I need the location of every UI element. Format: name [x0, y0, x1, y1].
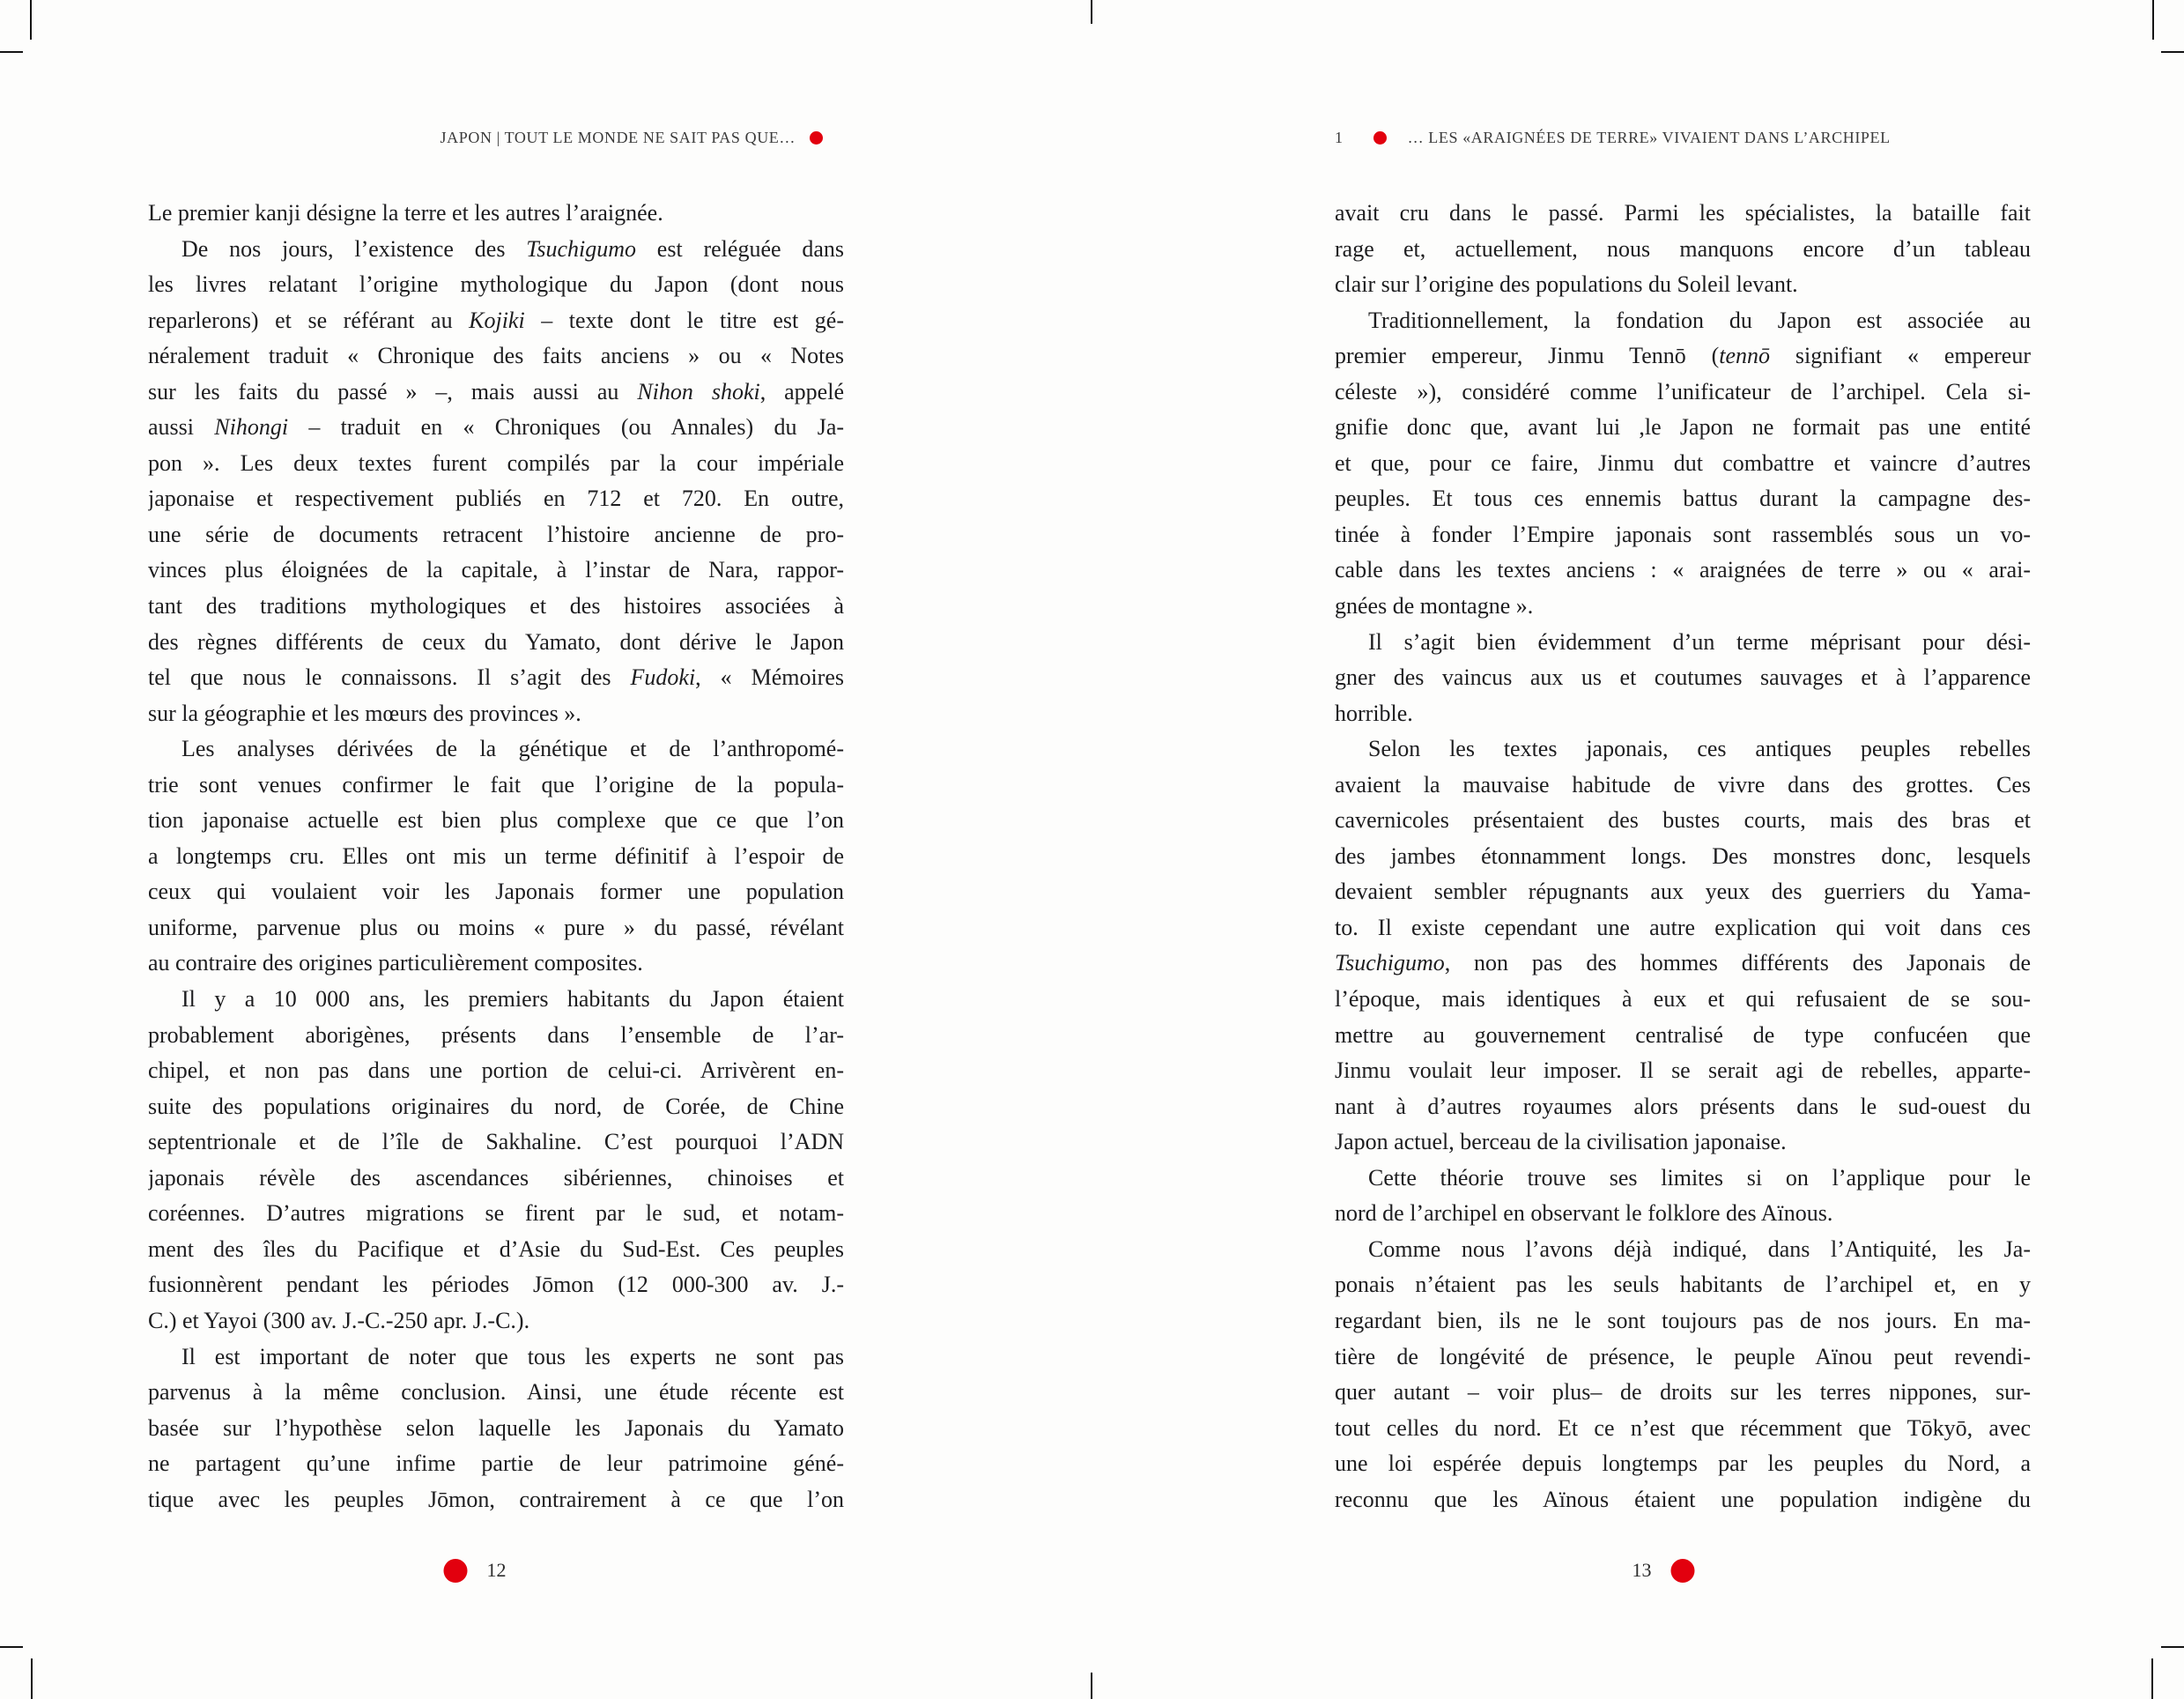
text-line: des jambes étonnamment longs. Des monstres donc, lesquels — [1335, 842, 2031, 869]
text-line: a longtemps cru. Elles ont mis un terme définitif à l’espoir de — [148, 842, 844, 869]
right-text-column — [1335, 196, 2031, 1517]
text-line: céleste »), considéré comme l’unificateur de l’archipel. Cela si- — [1335, 378, 2031, 404]
text-line: tique avec les peuples Jōmon, contrairement à ce que l’on — [148, 1486, 844, 1512]
text-line: tout celles du nord. Et ce n’est que récemment que Tōkyō, avec — [1335, 1414, 2031, 1441]
text-line: Il s’agit bien évidemment d’un terme méprisant pour dési- — [1368, 628, 2031, 655]
crop-mark-top-left-horizontal — [0, 51, 23, 53]
left-running-head-text: JAPON | TOUT LE MONDE NE SAIT PAS QUE… — [440, 128, 796, 146]
red-dot-icon — [1373, 131, 1387, 145]
text-line: sur la géographie et les mœurs des provinces ». — [148, 700, 581, 726]
right-page-number: 13 — [1632, 1559, 1652, 1581]
left-text-column — [148, 196, 844, 1517]
text-line: Cette théorie trouve ses limites si on l’applique pour le — [1368, 1164, 2031, 1191]
crop-mark-bottom-left-vertical — [31, 1658, 33, 1699]
text-line: Traditionnellement, la fondation du Japon est associée au — [1368, 307, 2031, 333]
text-line: tion japonaise actuelle est bien plus complexe que ce que l’on — [148, 807, 844, 834]
text-line: tière de longévité de présence, le peuple Aïnou peut revendi- — [1335, 1343, 2031, 1369]
text-line: Il est important de noter que tous les experts ne sont pas — [181, 1343, 844, 1369]
text-line: avait cru dans le passé. Parmi les spécialistes, la bataille fait — [1335, 200, 2031, 226]
text-line: Japon actuel, berceau de la civilisation japonaise. — [1335, 1129, 1787, 1155]
left-page-footer — [444, 1558, 507, 1583]
text-line: sur les faits du passé » –, mais aussi au Nihon shoki, appelé — [148, 378, 844, 404]
text-line: fusionnèrent pendant les périodes Jōmon (12 000-300 av. J.- — [148, 1272, 844, 1298]
text-line: reparlerons) et se référant au Kojiki – texte dont le titre est gé- — [148, 307, 844, 333]
crop-mark-bottom-right-vertical — [2151, 1658, 2153, 1699]
text-line: tel que nous le connaissons. Il s’agit des Fudoki, « Mémoires — [148, 664, 844, 691]
text-line: les livres relatant l’origine mythologique du Japon (dont nous — [148, 271, 844, 298]
left-running-head — [148, 127, 844, 148]
text-line: des règnes différents de ceux du Yamato, dont dérive le Japon — [148, 628, 844, 655]
red-dot-icon — [1671, 1559, 1695, 1583]
text-line: japonaise et respectivement publiés en 712 et 720. En outre, — [148, 486, 844, 512]
right-running-head-text: … LES «ARAIGNÉES DE TERRE» VIVAIENT DANS L’ARCHIPEL — [1407, 128, 1891, 146]
text-line: tant des traditions mythologiques et des histoires associées à — [148, 593, 844, 620]
text-line: ceux qui voulaient voir les Japonais former une population — [148, 879, 844, 905]
text-line: basée sur l’hypothèse selon laquelle les Japonais du Yamato — [148, 1414, 844, 1441]
text-line: parvenus à la même conclusion. Ainsi, une étude récente est — [148, 1379, 844, 1406]
text-line: rage et, actuellement, nous manquons encore d’un tableau — [1335, 235, 2031, 262]
crop-mark-top-left-vertical — [30, 0, 32, 40]
text-line: peuples. Et tous ces ennemis battus durant la campagne des- — [1335, 486, 2031, 512]
text-line: uniforme, parvenue plus ou moins « pure » du passé, révélant — [148, 914, 844, 940]
crop-mark-top-center-vertical — [1091, 0, 1092, 24]
text-line: cable dans les textes anciens : « araignées de terre » ou « arai- — [1335, 557, 2031, 583]
text-line: aussi Nihongi – traduit en « Chroniques (ou Annales) du Ja- — [148, 414, 844, 441]
text-line: ne partagent qu’une infime partie de leur patrimoine géné- — [148, 1450, 844, 1477]
text-line: suite des populations originaires du nord, de Corée, de Chine — [148, 1093, 844, 1119]
text-line: ment des îles du Pacifique et d’Asie du Sud-Est. Ces peuples — [148, 1235, 844, 1262]
text-line: avaient la mauvaise habitude de vivre dans des grottes. Ces — [1335, 771, 2031, 798]
crop-mark-bottom-left-horizontal — [0, 1646, 23, 1648]
text-line: l’époque, mais identiques à eux et qui refusaient de se sou- — [1335, 986, 2031, 1013]
text-line: ponais n’étaient pas les seuls habitants de l’archipel et, en y — [1335, 1272, 2031, 1298]
crop-mark-top-right-horizontal — [2161, 51, 2184, 53]
crop-mark-top-right-vertical — [2152, 0, 2154, 40]
text-line: coréennes. D’autres migrations se firent par le sud, et notam- — [148, 1200, 844, 1227]
text-line: C.) et Yayoi (300 av. J.-C.-250 apr. J.-C.). — [148, 1307, 530, 1333]
text-line: japonais révèle des ascendances sibériennes, chinoises et — [148, 1164, 844, 1191]
left-page-number: 12 — [486, 1559, 507, 1581]
text-line: et que, pour ce faire, Jinmu dut combattre et vaincre d’autres — [1335, 449, 2031, 476]
text-line: gner des vaincus aux us et coutumes sauvages et à l’apparence — [1335, 664, 2031, 691]
text-line: mettre au gouvernement centralisé de type confucéen que — [1335, 1021, 2031, 1048]
right-page-footer — [1632, 1558, 1695, 1583]
text-line: clair sur l’origine des populations du Soleil levant. — [1335, 271, 1798, 298]
text-line: une série de documents retracent l’histoire ancienne de pro- — [148, 521, 844, 547]
text-line: cavernicoles présentaient des bustes courts, mais des bras et — [1335, 807, 2031, 834]
text-line: quer autant – voir plus– de droits sur les terres nippones, sur- — [1335, 1379, 2031, 1406]
text-line: une loi espérée depuis longtemps par les peuples du Nord, a — [1335, 1450, 2031, 1477]
text-line: Le premier kanji désigne la terre et les autres l’araignée. — [148, 200, 663, 226]
text-line: tinée à fonder l’Empire japonais sont rassemblés sous un vo- — [1335, 521, 2031, 547]
text-line: au contraire des origines particulièrement composites. — [148, 950, 643, 976]
text-line: premier empereur, Jinmu Tennō (tennō signifiant « empereur — [1335, 343, 2031, 369]
text-line: vinces plus éloignées de la capitale, à l’instar de Nara, rappor- — [148, 557, 844, 583]
text-line: néralement traduit « Chronique des faits anciens » ou « Notes — [148, 343, 844, 369]
text-line: regardant bien, ils ne le sont toujours pas de nos jours. En ma- — [1335, 1307, 2031, 1333]
text-line: pon ». Les deux textes furent compilés par la cour impériale — [148, 449, 844, 476]
text-line: devaient sembler répugnants aux yeux des guerriers du Yama- — [1335, 879, 2031, 905]
right-running-head — [1335, 127, 1891, 148]
text-line: Tsuchigumo, non pas des hommes différents des Japonais de — [1335, 950, 2031, 976]
red-dot-icon — [444, 1559, 468, 1583]
text-line: Selon les textes japonais, ces antiques peuples rebelles — [1368, 736, 2031, 762]
text-line: chipel, et non pas dans une portion de celui-ci. Arrivèrent en- — [148, 1057, 844, 1084]
text-line: horrible. — [1335, 700, 1413, 726]
text-line: Il y a 10 000 ans, les premiers habitants du Japon étaient — [181, 986, 844, 1013]
text-line: De nos jours, l’existence des Tsuchigumo est reléguée dans — [181, 235, 844, 262]
text-line: to. Il existe cependant une autre explication qui voit dans ces — [1335, 914, 2031, 940]
text-line: reconnu que les Aïnous étaient une population indigène du — [1335, 1486, 2031, 1512]
text-line: probablement aborigènes, présents dans l’ensemble de l’ar- — [148, 1021, 844, 1048]
text-line: nant à d’autres royaumes alors présents dans le sud-ouest du — [1335, 1093, 2031, 1119]
text-line: Jinmu voulait leur imposer. Il se serait agi de rebelles, apparte- — [1335, 1057, 2031, 1084]
text-line: Les analyses dérivées de la génétique et de l’anthropomé- — [181, 736, 844, 762]
crop-mark-bottom-center-vertical — [1091, 1673, 1092, 1699]
text-line: septentrionale et de l’île de Sakhaline. C’est pourquoi l’ADN — [148, 1129, 844, 1155]
chapter-number: 1 — [1335, 128, 1344, 146]
text-line: gnifie donc que, avant lui ,le Japon ne formait pas une entité — [1335, 414, 2031, 441]
red-dot-icon — [810, 131, 823, 145]
crop-mark-bottom-right-horizontal — [2161, 1646, 2184, 1648]
text-line: trie sont venues confirmer le fait que l’origine de la popula- — [148, 771, 844, 798]
text-line: Comme nous l’avons déjà indiqué, dans l’Antiquité, les Ja- — [1368, 1235, 2031, 1262]
text-line: nord de l’archipel en observant le folklore des Aïnous. — [1335, 1200, 1833, 1227]
text-line: gnées de montagne ». — [1335, 593, 1534, 620]
